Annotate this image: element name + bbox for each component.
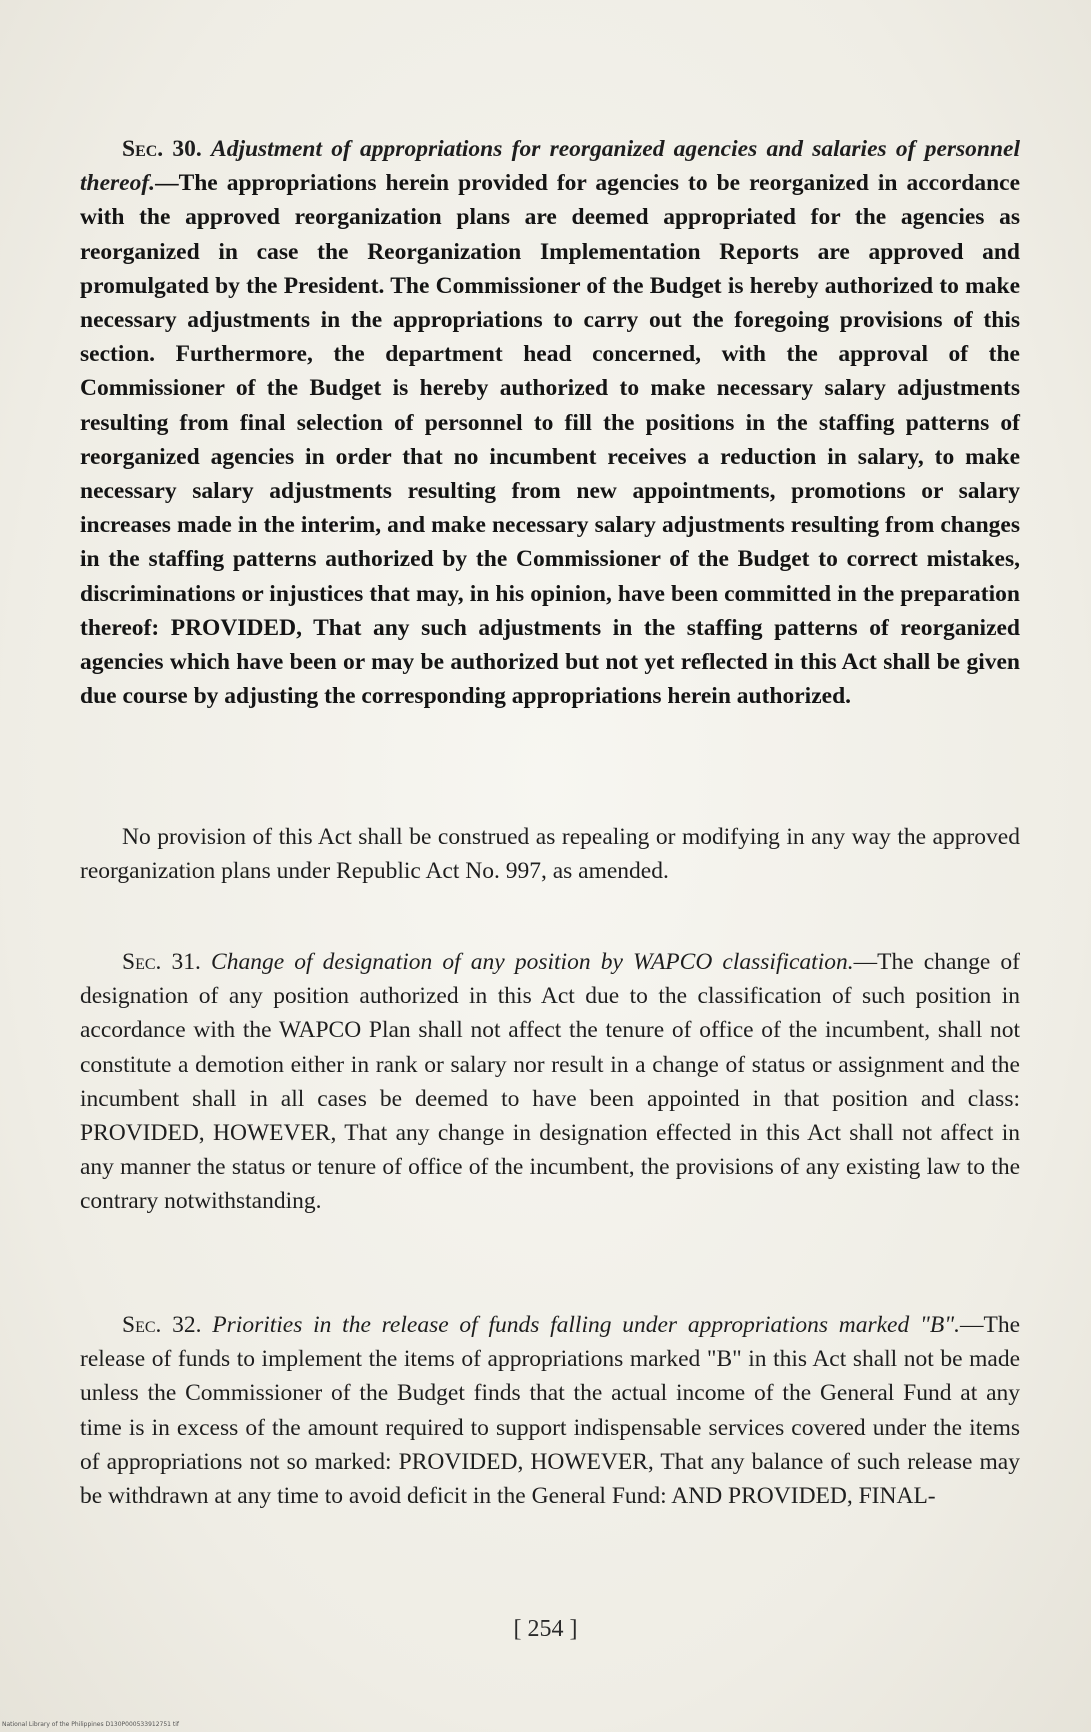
section-30-paragraph-1: [80, 132, 1020, 713]
section-31-paragraph: [80, 945, 1020, 1219]
section-30-title: Adjustment of appropriations for reorganized agencies and salaries of personnel thereof.: [80, 136, 1021, 197]
section-30-label: Sec. 30.: [122, 136, 202, 162]
section-32-title: Priorities in the release of funds falling under appropriations marked "B".: [212, 1312, 960, 1338]
page-number: [ 254 ]: [513, 1616, 578, 1642]
section-32-body: —The release of funds to implement the items of appropriations marked "B" in this Act shall not be made unless the Commissioner of the Budget finds that the actual income of the General Fund at any time is in excess of the amount required to support indispensable services covered under the items of appropriations not so marked: PROVIDED, HOWEVER, That any balance of such release may be withdrawn at any time to avoid deficit in the General Fund: AND PROVIDED, FINAL-: [80, 1312, 1021, 1510]
section-30-paragraph-2: No provision of this Act shall be construed as repealing or modifying in any way the approved reorganization plans under Republic Act No. 997, as amended.: [80, 824, 1020, 885]
section-31-label: Sec. 31.: [122, 949, 201, 975]
section-32: [80, 1308, 1020, 1513]
section-30: [80, 132, 1020, 713]
section-31-body: —The change of designation of any position authorized in this Act due to the classification of such position in accordance with the WAPCO Plan shall not affect the tenure of office of the incumbent, shall not constitute a demotion either in rank or salary nor result in a change of status or assignment and the incumbent shall in all cases be deemed to have been appointed in that position and class: PROVIDED, HOWEVER, That any change in designation effected in this Act shall not affect in any manner the status or tenure of office of the incumbent, the provisions of any existing law to the contrary notwithstanding.: [80, 949, 1021, 1215]
section-30-paragraph-2-block: [80, 820, 1020, 888]
section-31: [80, 945, 1020, 1219]
section-32-paragraph: [80, 1308, 1020, 1513]
section-32-label: Sec. 32.: [122, 1312, 202, 1338]
section-31-title: Change of designation of any position by WAPCO classification.: [211, 949, 854, 975]
scan-footer-note: National Library of the Philippines D130P000533912751 tif: [2, 1721, 180, 1728]
section-30-body: —The appropriations herein provided for agencies to be reorganized in accordance with the approved reorganization plans are deemed appropriated for the agencies as reorganized in case the Reorganization Implementation Reports are approved and promulgated by the President. The Commissioner of the Budget is hereby authorized to make necessary adjustments in the appropriations to carry out the foregoing provisions of this section. Furthermore, the department head concerned, with the approval of the Commissioner of the Budget is hereby authorized to make necessary salary adjustments resulting from final selection of personnel to fill the positions in the staffing patterns of reorganized agencies in order that no incumbent receives a reduction in salary, to make necessary salary adjustments resulting from new appointments, promotions or salary increases made in the interim, and make necessary salary adjustments resulting from changes in the staffing patterns authorized by the Commissioner of the Budget to correct mistakes, discriminations or injustices that may, in his opinion, have been committed in the preparation thereof: PROVIDED, That any such adjustments in the staffing patterns of reorganized agencies which have been or may be authorized but not yet reflected in this Act shall be given due course by adjusting the corresponding appropriations herein authorized.: [80, 170, 1020, 710]
